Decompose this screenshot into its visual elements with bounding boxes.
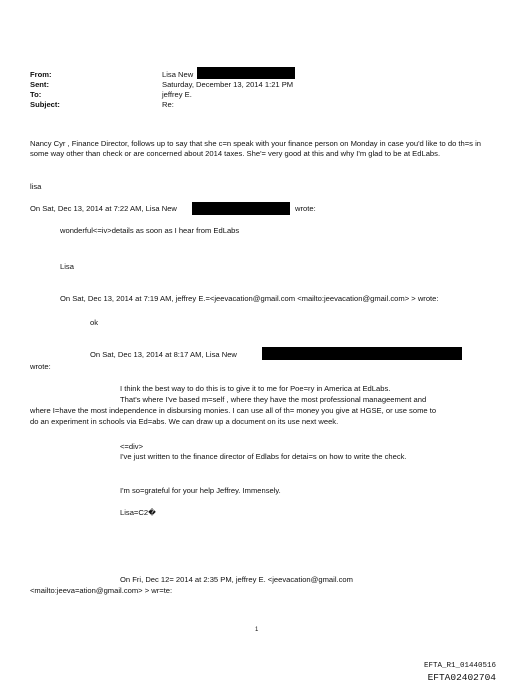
quote-wrote: wrote: [30, 362, 51, 371]
subject-value: Re: [162, 100, 174, 109]
quote-text: wonderful<=iv>details as soon as I hear from EdLabs [60, 226, 240, 235]
quote-header: On Sat, Dec 13, 2014 at 8:17 AM, Lisa New [90, 350, 237, 359]
signature-lisa-2: Lisa [60, 262, 74, 271]
redaction-bar [197, 67, 295, 79]
signature-lisa: lisa [30, 182, 42, 191]
sent-value: Saturday, December 13, 2014 1:21 PM [162, 80, 294, 89]
redaction-bar [262, 347, 462, 360]
from-value: Lisa New [162, 70, 194, 79]
body-line: I think the best way to do this is to give it to me for Poe=ry in America at EdLabs. [120, 384, 391, 393]
redaction-bar [192, 202, 290, 215]
quote-header: On Sat, Dec 13, 2014 at 7:22 AM, Lisa New [30, 204, 177, 213]
footer-id-2: EFTA02402704 [427, 672, 496, 683]
body-line: do an experiment in schools via Ed=abs. We can draw up a document on its use next week. [30, 417, 339, 426]
quote-text-ok: ok [90, 318, 99, 327]
from-label: From: [30, 70, 52, 79]
quote-header-cont: <mailto:jeeva=ation@gmail.com> > wr=te: [30, 586, 173, 595]
quote-header: On Fri, Dec 12= 2014 at 2:35 PM, jeffrey E. <jeevacation@gmail.com [120, 575, 353, 584]
to-value: jeffrey E. [162, 90, 192, 99]
subject-label: Subject: [30, 100, 60, 109]
quote-header: On Sat, Dec 13, 2014 at 7:19 AM, jeffrey E.=<jeevacation@gmail.com <mailto:jeevacation@gmail.com> > wrote: [60, 294, 439, 303]
to-label: To: [30, 90, 42, 99]
body-line: I'm so=grateful for your help Jeffrey. Immensely. [120, 486, 281, 495]
signature-line: Lisa=C2� [120, 508, 156, 517]
body-line: I've just written to the finance director of Edlabs for detai=s on how to write the check. [120, 452, 407, 461]
body-line: where I=have the most independence in disbursing monies. I can use all of th= money you give at HGSE, or use some to [30, 406, 437, 415]
div-tag-text: <=div> [120, 442, 144, 451]
sent-label: Sent: [30, 80, 49, 89]
footer-id-1: EFTA_R1_01440516 [423, 662, 496, 670]
body-paragraph: Nancy Cyr , Finance Director, follows up to say that she c=n speak with your finance person on Monday in case you'd like to do th=s in some way other than check or are concerned about 2014 taxes. She'= very good at this and why I'm glad to be at EdLabs. [30, 139, 481, 158]
quote-wrote: wrote: [295, 204, 316, 213]
page-number: 1 [255, 627, 259, 633]
body-line: That's where I've based m=self , where they have the most professional manageement and [120, 395, 427, 404]
